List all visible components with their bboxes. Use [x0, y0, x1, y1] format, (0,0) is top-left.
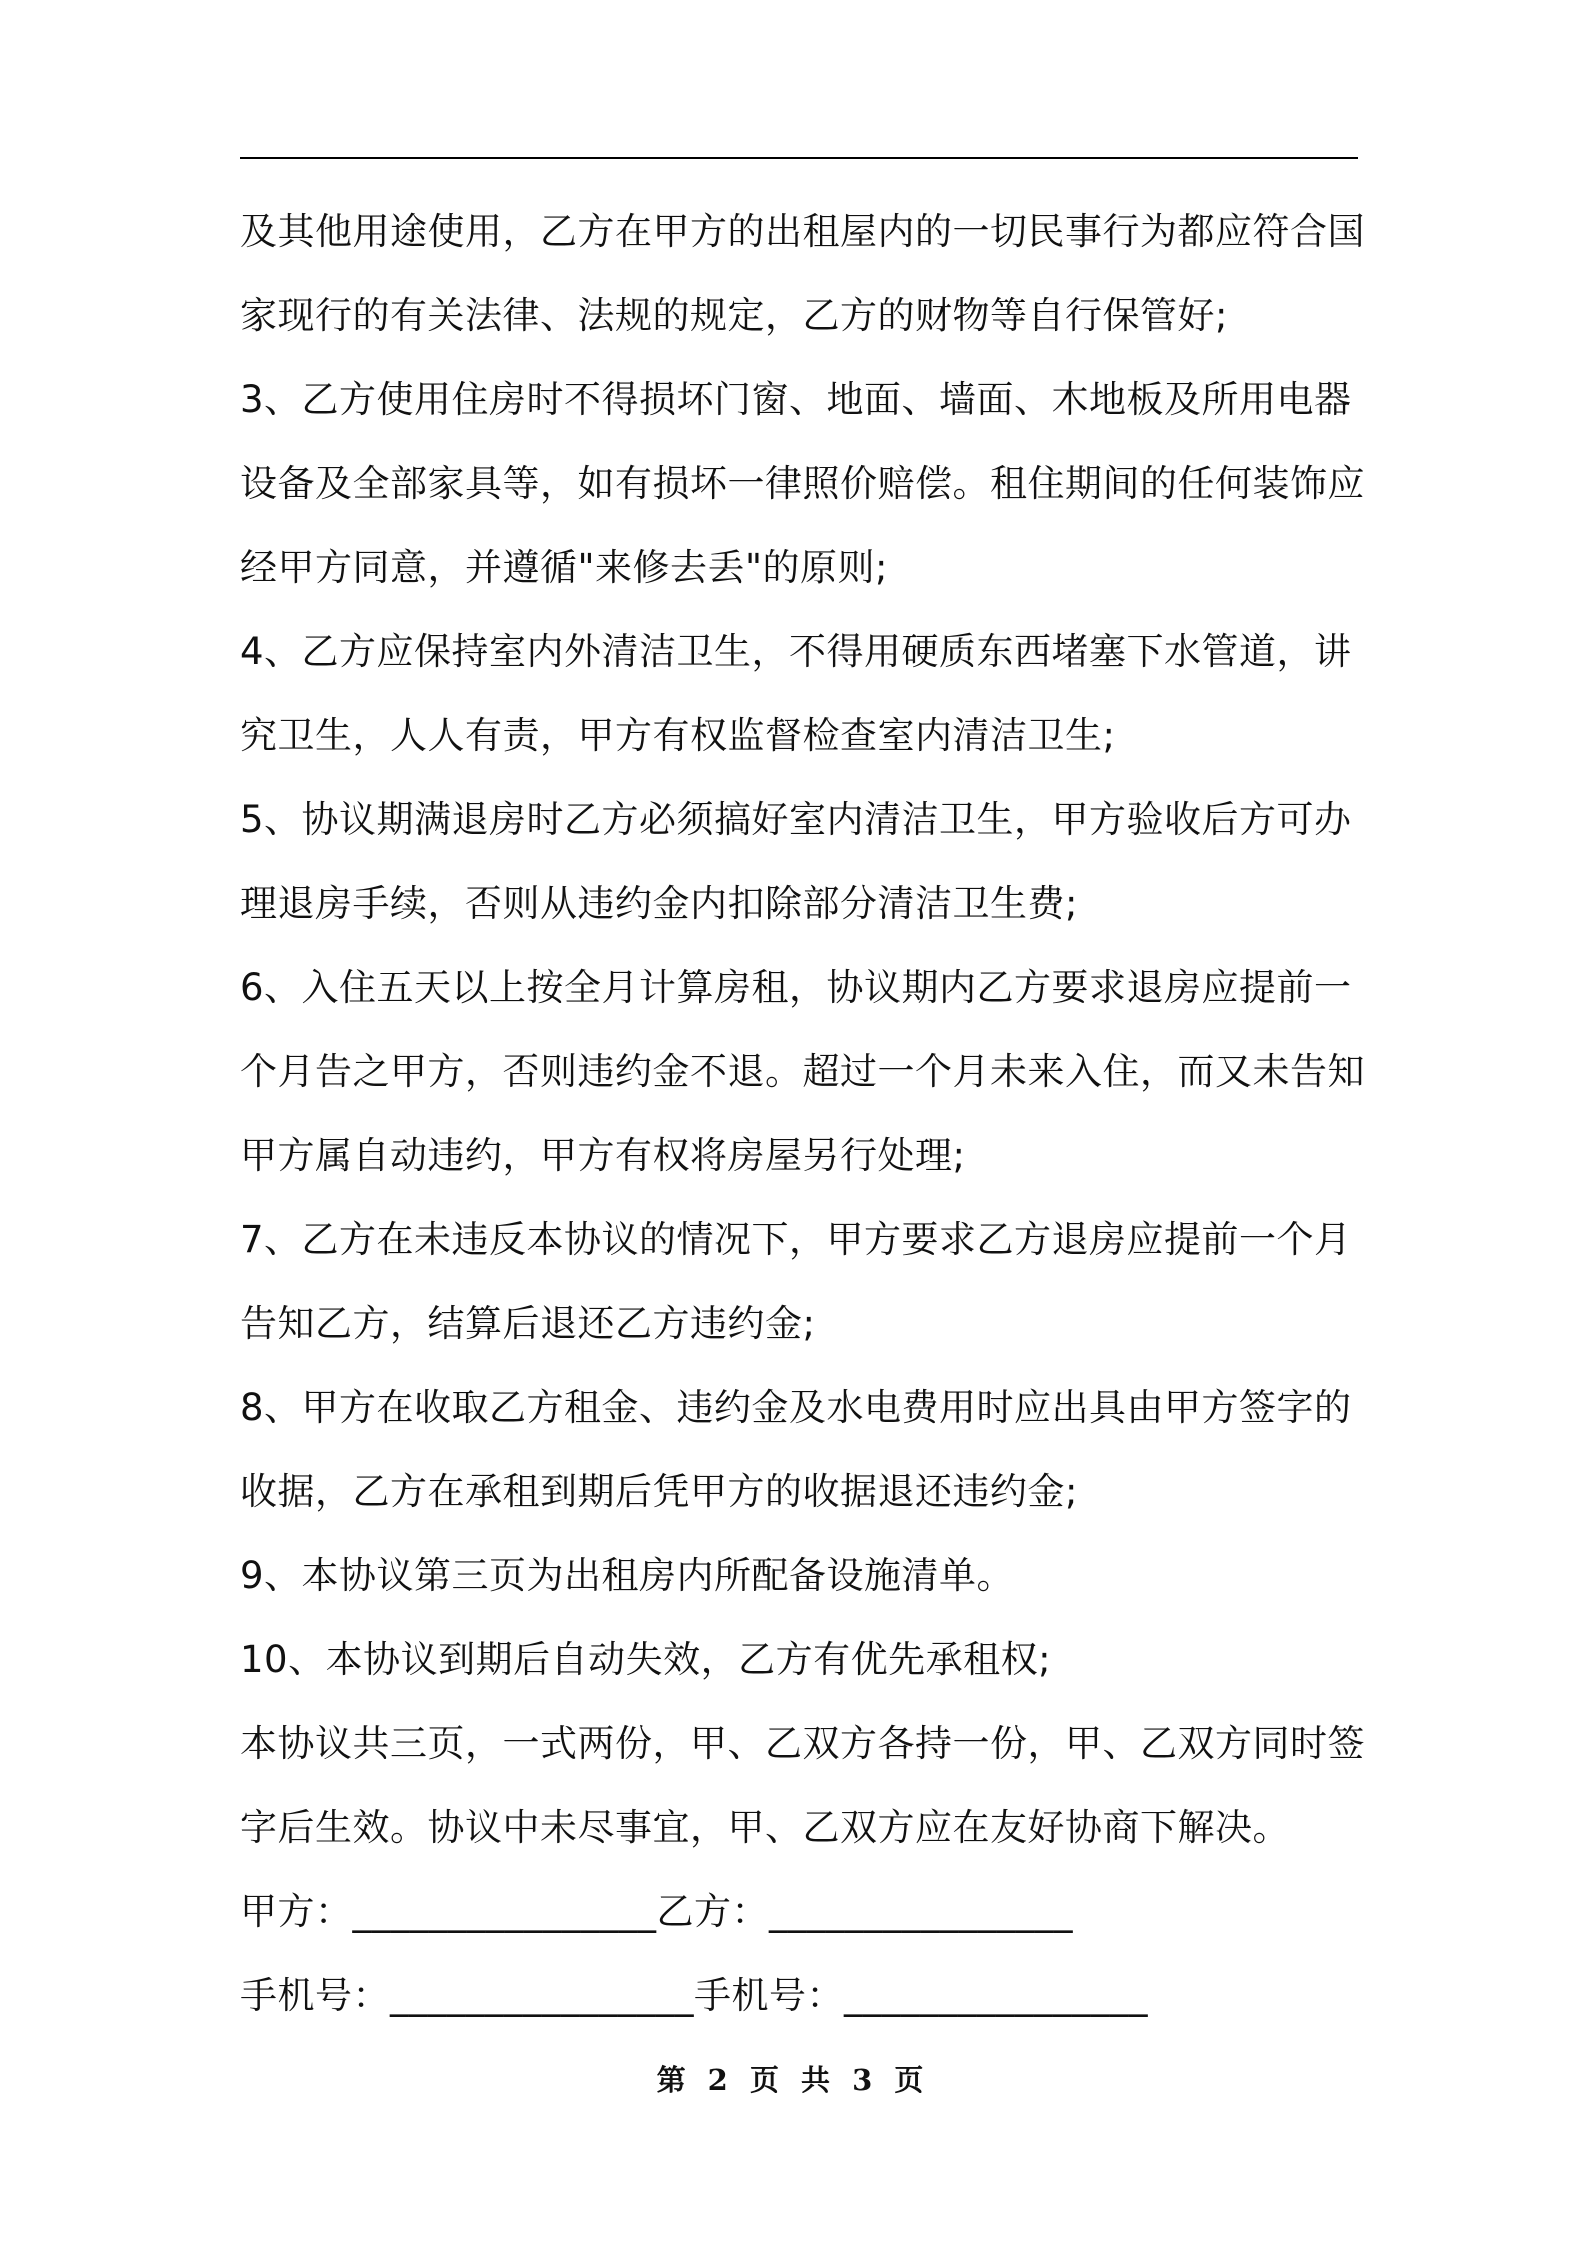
text-line: 设备及全部家具等，如有损坏一律照价赔偿。租住期间的任何装饰应 — [240, 462, 1365, 505]
phone-line: 手机号：________________手机号：________________ — [240, 1974, 1148, 2017]
text-line: 经甲方同意，并遵循"来修去丢"的原则; — [240, 546, 889, 589]
text-line: 理退房手续，否则从违约金内扣除部分清洁卫生费; — [240, 882, 1078, 925]
text-line: 个月告之甲方，否则违约金不退。超过一个月未来入住，而又未告知 — [240, 1050, 1365, 1093]
document-body — [240, 190, 1365, 2038]
text-line: 字后生效。协议中未尽事宜，甲、乙双方应在友好协商下解决。 — [240, 1806, 1290, 1849]
clause-6: 6、入住五天以上按全月计算房租，协议期内乙方要求退房应提前一 — [240, 966, 1352, 1009]
clause-3: 3、乙方使用住房时不得损坏门窗、地面、墙面、木地板及所用电器 — [240, 378, 1352, 421]
text-line: 收据，乙方在承租到期后凭甲方的收据退还违约金; — [240, 1470, 1078, 1513]
clause-8: 8、甲方在收取乙方租金、违约金及水电费用时应出具由甲方签字的 — [240, 1386, 1352, 1429]
clause-4: 4、乙方应保持室内外清洁卫生，不得用硬质东西堵塞下水管道，讲 — [240, 630, 1352, 673]
text-line: 及其他用途使用，乙方在甲方的出租屋内的一切民事行为都应符合国 — [240, 210, 1365, 253]
text-line: 家现行的有关法律、法规的规定，乙方的财物等自行保管好; — [240, 294, 1228, 337]
page-number: 第 2 页 共 3 页 — [656, 2063, 930, 2097]
text-line: 甲方属自动违约，甲方有权将房屋另行处理; — [240, 1134, 966, 1177]
clause-10: 10、本协议到期后自动失效，乙方有优先承租权; — [240, 1638, 1052, 1681]
clause-5: 5、协议期满退房时乙方必须搞好室内清洁卫生，甲方验收后方可办 — [240, 798, 1352, 841]
signature-line: 甲方：________________乙方：________________ — [240, 1890, 1073, 1933]
closing-paragraph: 本协议共三页，一式两份，甲、乙双方各持一份，甲、乙双方同时签 — [240, 1722, 1365, 1765]
clause-7: 7、乙方在未违反本协议的情况下，甲方要求乙方退房应提前一个月 — [240, 1218, 1352, 1261]
text-line: 究卫生，人人有责，甲方有权监督检查室内清洁卫生; — [240, 714, 1116, 757]
header-rule — [240, 157, 1358, 159]
clause-9: 9、本协议第三页为出租房内所配备设施清单。 — [240, 1554, 1015, 1597]
text-line: 告知乙方，结算后退还乙方违约金; — [240, 1302, 816, 1345]
